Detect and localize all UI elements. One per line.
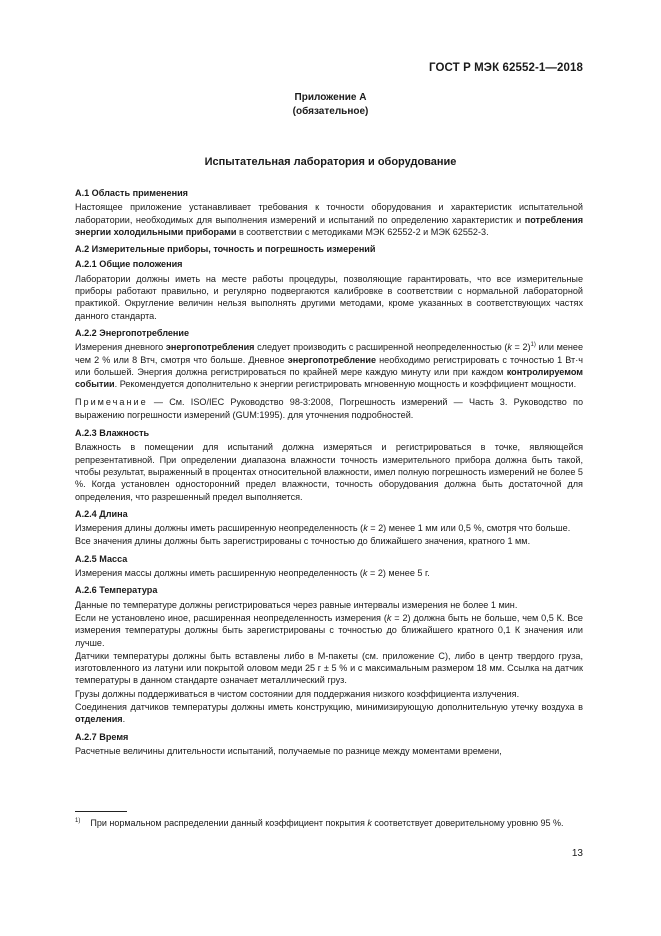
text-run: = 2) менее 5 г.: [367, 568, 430, 579]
paragraph-a26-5: [75, 701, 583, 726]
text-run-bold: потребления энергии холодильными приборами: [75, 214, 583, 237]
heading-a27: А.2.7 Время: [75, 731, 129, 742]
text-run: Настоящее приложение устанавливает требования к точности оборудования и характеристик испытательной лаборатории, необходимых для выполнения измерений и испытаний по определению характеристик и: [75, 202, 583, 225]
section-title: Испытательная лаборатория и оборудование: [204, 156, 457, 168]
paragraph-a26-2: [75, 612, 583, 649]
text-run: Измерения длины должны иметь расширенную неопределенность (: [75, 523, 364, 534]
heading-a2: А.2 Измерительные приборы, точность и погрешность измерений: [75, 244, 376, 255]
footnote-ref: 1): [530, 342, 536, 349]
paragraph-a22: [75, 341, 583, 390]
text-run-italic: k: [367, 818, 372, 828]
paragraph-a24-1: [75, 522, 583, 534]
note-text: — См. ISO/IEC Руководство 98-3:2008, Погрешность измерений — Часть 3. Руководство по выражению погрешности измерений (GUM:1995). для уточнения подробностей.: [75, 397, 583, 420]
text-run-italic: k: [386, 612, 392, 623]
footnote-mark: 1): [75, 818, 81, 824]
document-body: [75, 184, 583, 758]
heading-a21: А.2.1 Общие положения: [75, 259, 183, 270]
text-run: необходимо регистрировать с точностью 1 Вт·ч или большей. Энергия должна регистрироваться по крайней мере каждую минуту или при каждом: [75, 354, 583, 377]
text-run-bold: энергопотребление: [287, 354, 377, 365]
paragraph-a27: Расчетные величины длительности испытаний, получаемые по разнице между моментами времени,: [75, 745, 502, 756]
text-run-italic: k: [507, 342, 512, 353]
footnote-divider: [75, 811, 127, 812]
paragraph-a25: [75, 567, 583, 579]
text-run: При нормальном распределении данный коэффициент покрытия: [90, 818, 368, 828]
document-header: ГОСТ Р МЭК 62552-1—2018: [429, 62, 583, 74]
text-run: Измерения дневного: [75, 342, 166, 353]
text-run: Если не установлено иное, расширенная неопределенность измерения (: [75, 612, 387, 623]
annex-status: (обязательное): [292, 106, 369, 117]
heading-a24: А.2.4 Длина: [75, 508, 128, 519]
text-run-bold: энергопотребления: [165, 342, 255, 353]
paragraph-a26-1: Данные по температуре должны регистрироваться через равные интервалы измерения не более 1 мин.: [75, 599, 518, 610]
text-run: в соответствии с методиками МЭК 62552-2 и МЭК 62552-3.: [236, 226, 489, 237]
heading-a23: А.2.3 Влажность: [75, 428, 150, 439]
text-run: Соединения датчиков температуры должны иметь конструкцию, минимизирующую дополнительную утечку воздуха в: [75, 701, 583, 712]
paragraph-a21: Лаборатории должны иметь на месте работы процедуры, позволяющие гарантировать, что все измерительные приборы работают правильно, и регулярно подвергаются калибровке в соответствии с нормальной лабораторной практикой. Округление величин нельзя выполнять другими методами, кроме указанных в соответствующих частях данного стандарта.: [75, 273, 583, 321]
heading-a25: А.2.5 Масса: [75, 553, 128, 564]
annex-title-block: [0, 91, 661, 119]
text-run: = 2) должна быть не больше, чем 0,5 К. Все измерения температуры должны быть зарегистрированы с точностью до ближайшего кратного 0,1 К значения или лучше.: [75, 612, 583, 648]
paragraph-a23: Влажность в помещении для испытаний должна измеряться и регистрироваться в точке, являющейся репрезентативной. При определении диапазона влажности точность измерительного прибора должна быть такой, чтобы результат, выраженный в процентах относительной влажности, имел полную погрешность измерений не более 5 %. Когда установлен односторонний предел влажности, точность оборудования должна быть достаточной для определения, что разрешенный предел выполняется.: [75, 442, 583, 502]
paragraph-a26-3: Датчики температуры должны быть вставлены либо в М-пакеты (см. приложение С), либо в центр твердого груза, изготовленного из латуни или покрытой оловом меди 25 г ± 5 % и с максимальным размером 18 мм. Ссылка на датчик температуры в данном стандарте означает металлический груз.: [75, 650, 583, 686]
heading-a22: А.2.2 Энергопотребление: [75, 327, 190, 338]
text-run-bold: отделения: [75, 714, 123, 725]
annex-title: Приложение А: [294, 92, 367, 103]
text-run: следует производить с расширенной неопределенностью (: [254, 342, 508, 353]
page-number: 13: [571, 848, 583, 859]
text-run: .: [122, 714, 126, 725]
heading-a26: А.2.6 Температура: [75, 585, 158, 596]
text-run: = 2): [511, 342, 531, 353]
paragraph-a26-4: Грузы должны поддерживаться в чистом состоянии для поддержания низкого коэффициента излучения.: [75, 688, 520, 699]
paragraph-a1: [75, 201, 583, 238]
text-run: соответствует доверительному уровню 95 %.: [371, 818, 564, 828]
text-run: . Рекомендуется дополнительно к энергии регистрировать мгновенную мощность и коэффициент мощности.: [114, 379, 577, 390]
text-run-bold: контролируемом событии: [75, 366, 583, 390]
heading-a1: А.1 Область применения: [75, 188, 188, 198]
text-run-italic: k: [362, 568, 368, 579]
paragraph-a24-2: Все значения длины должны быть зарегистрированы с точностью до ближайшего значения, кратного 1 мм.: [75, 536, 531, 547]
note-label: Примечание: [75, 397, 148, 408]
note-a22: [75, 396, 583, 421]
text-run: или менее чем 2 % или 8 Втч, смотря что больше. Дневное: [75, 342, 584, 365]
text-run: Измерения массы должны иметь расширенную неопределенность (: [75, 568, 363, 579]
text-run-italic: k: [363, 523, 368, 534]
footnote: [75, 817, 583, 830]
text-run: = 2) менее 1 мм или 0,5 %, смотря что больше.: [367, 523, 571, 534]
